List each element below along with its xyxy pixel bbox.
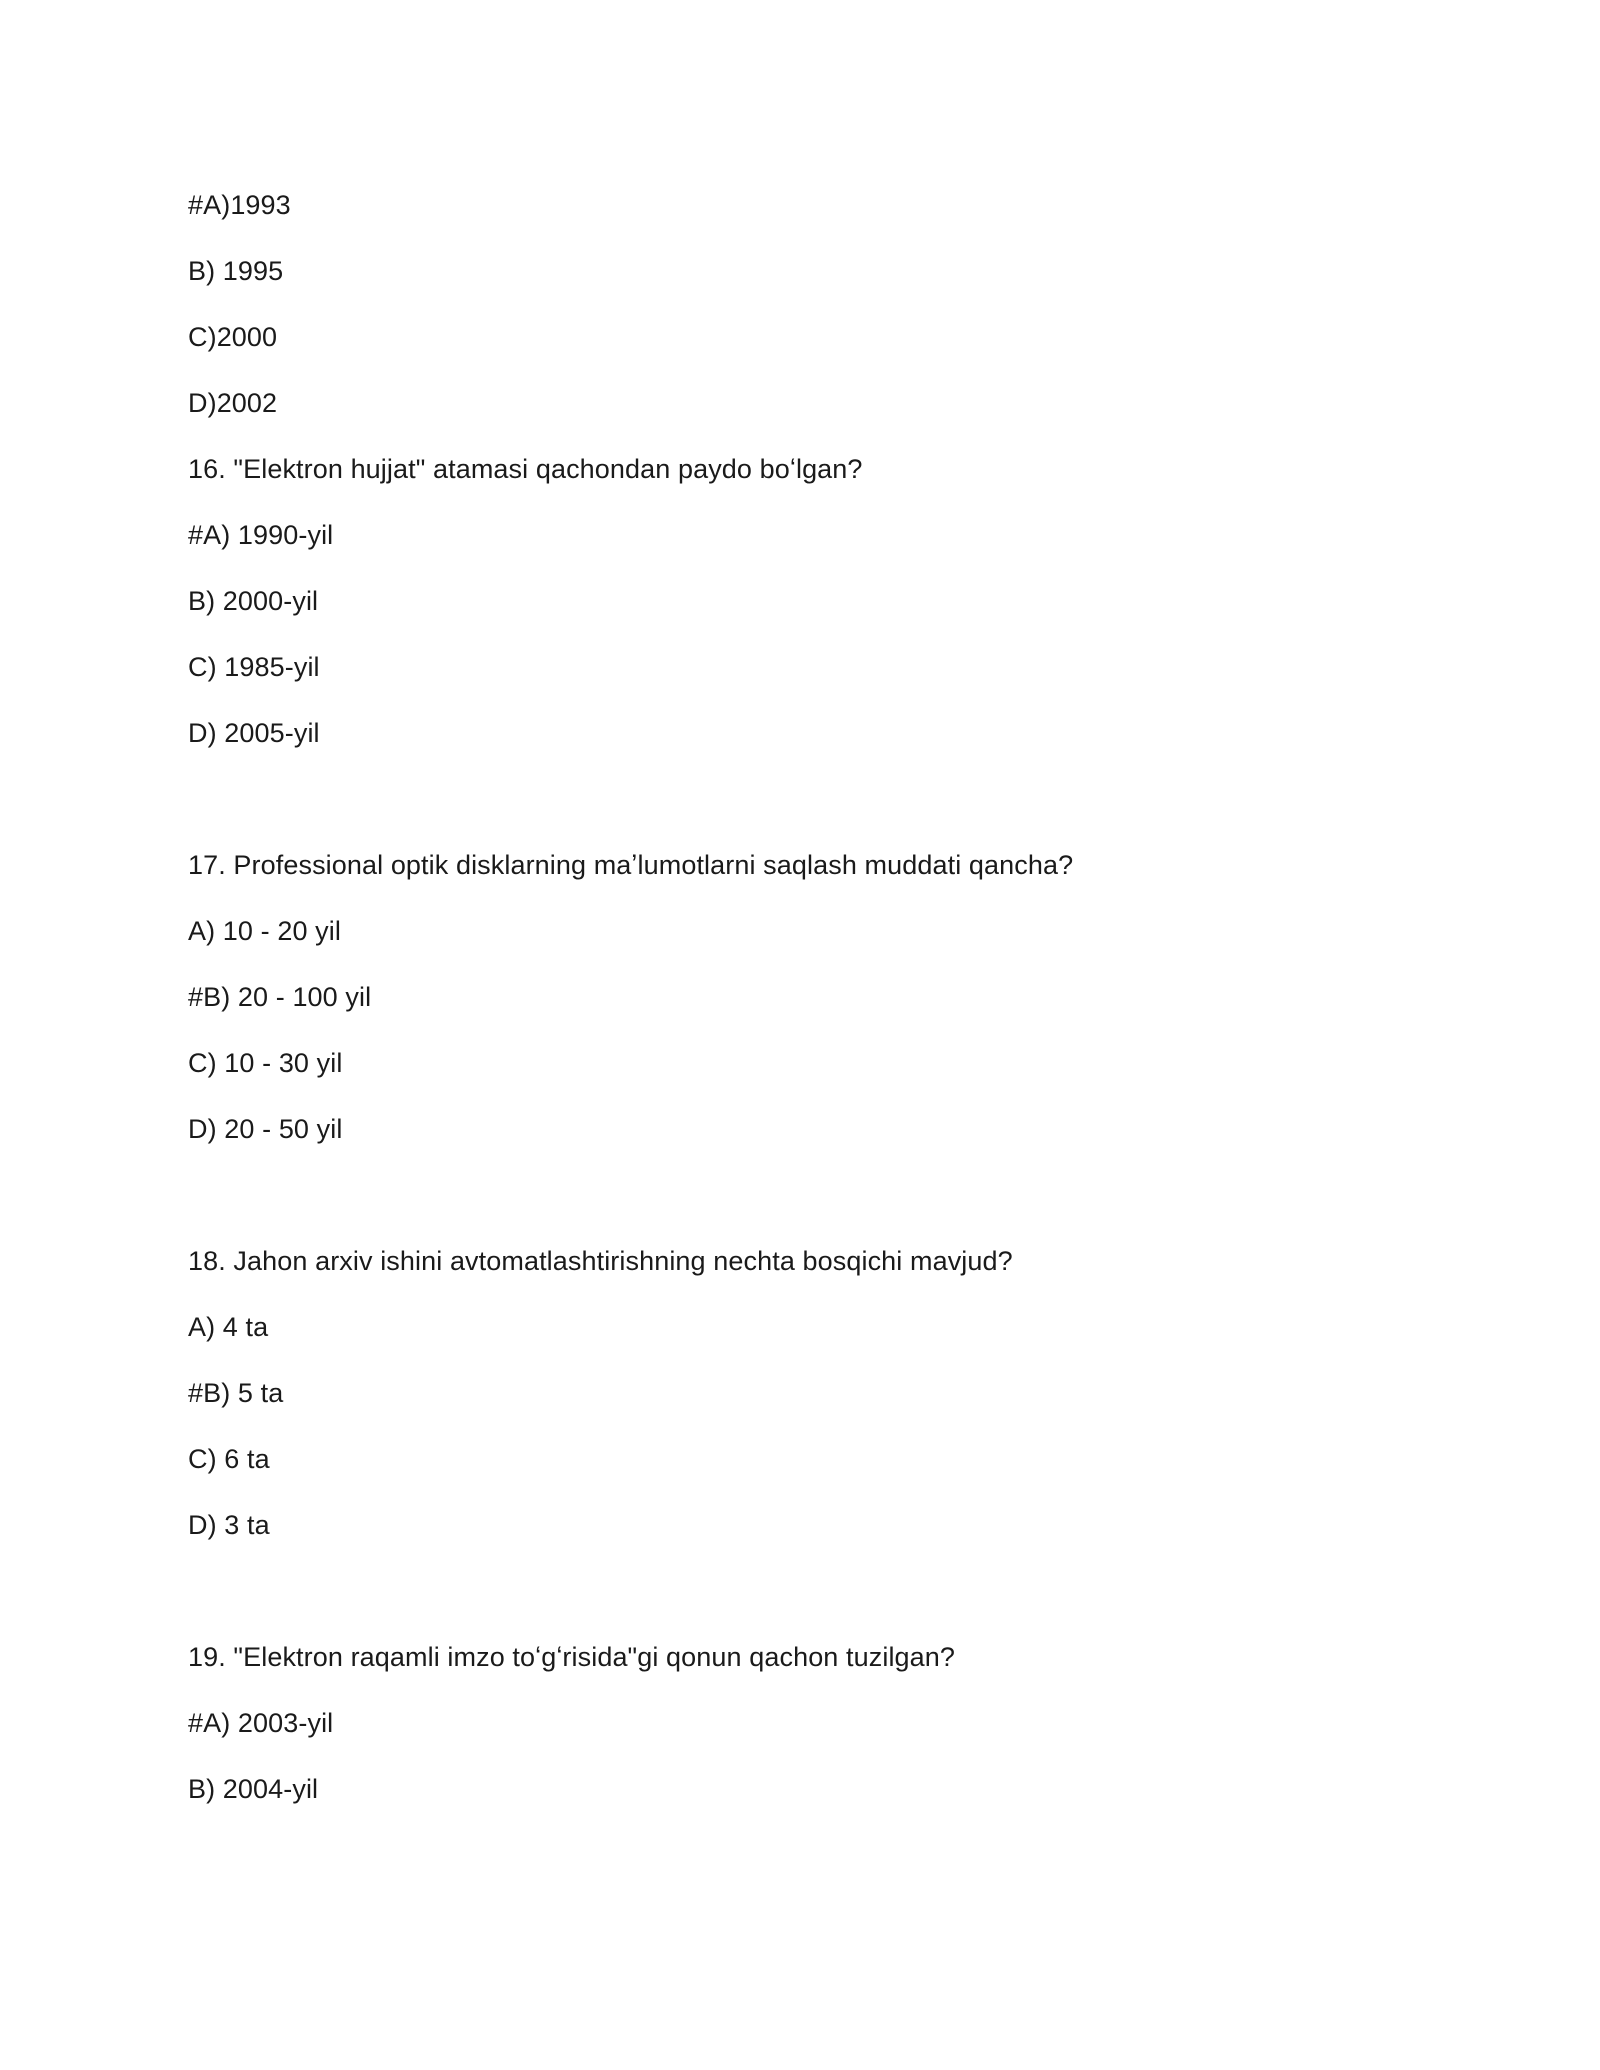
answer-option: C) 6 ta [188, 1444, 270, 1474]
answer-option: A) 4 ta [188, 1312, 269, 1342]
answer-option: B) 2004-yil [188, 1774, 319, 1804]
answer-option: D) 3 ta [188, 1510, 270, 1540]
answer-option: D) 20 - 50 yil [188, 1114, 343, 1144]
answer-option: #A)1993 [188, 190, 291, 220]
answer-option: #A) 2003-yil [188, 1708, 334, 1738]
answer-option: D)2002 [188, 388, 278, 418]
question-17: 17. Professional optik disklarning maʼlumotlarni saqlash muddati qancha? [188, 850, 1074, 880]
answer-option: D) 2005-yil [188, 718, 320, 748]
answer-option: C)2000 [188, 322, 278, 352]
question-16: 16. "Elektron hujjat" atamasi qachondan paydo boʻlgan? [188, 454, 863, 484]
question-18: 18. Jahon arxiv ishini avtomatlashtirishning nechta bosqichi mavjud? [188, 1246, 1013, 1276]
question-19: 19. "Elektron raqamli imzo toʻgʻrisida"gi qonun qachon tuzilgan? [188, 1642, 956, 1672]
answer-option: B) 1995 [188, 256, 284, 286]
answer-option: C) 1985-yil [188, 652, 320, 682]
answer-option: #B) 20 - 100 yil [188, 982, 372, 1012]
answer-option: B) 2000-yil [188, 586, 319, 616]
answer-option: #B) 5 ta [188, 1378, 284, 1408]
answer-option: #A) 1990-yil [188, 520, 334, 550]
answer-option: A) 10 - 20 yil [188, 916, 341, 946]
answer-option: C) 10 - 30 yil [188, 1048, 343, 1078]
